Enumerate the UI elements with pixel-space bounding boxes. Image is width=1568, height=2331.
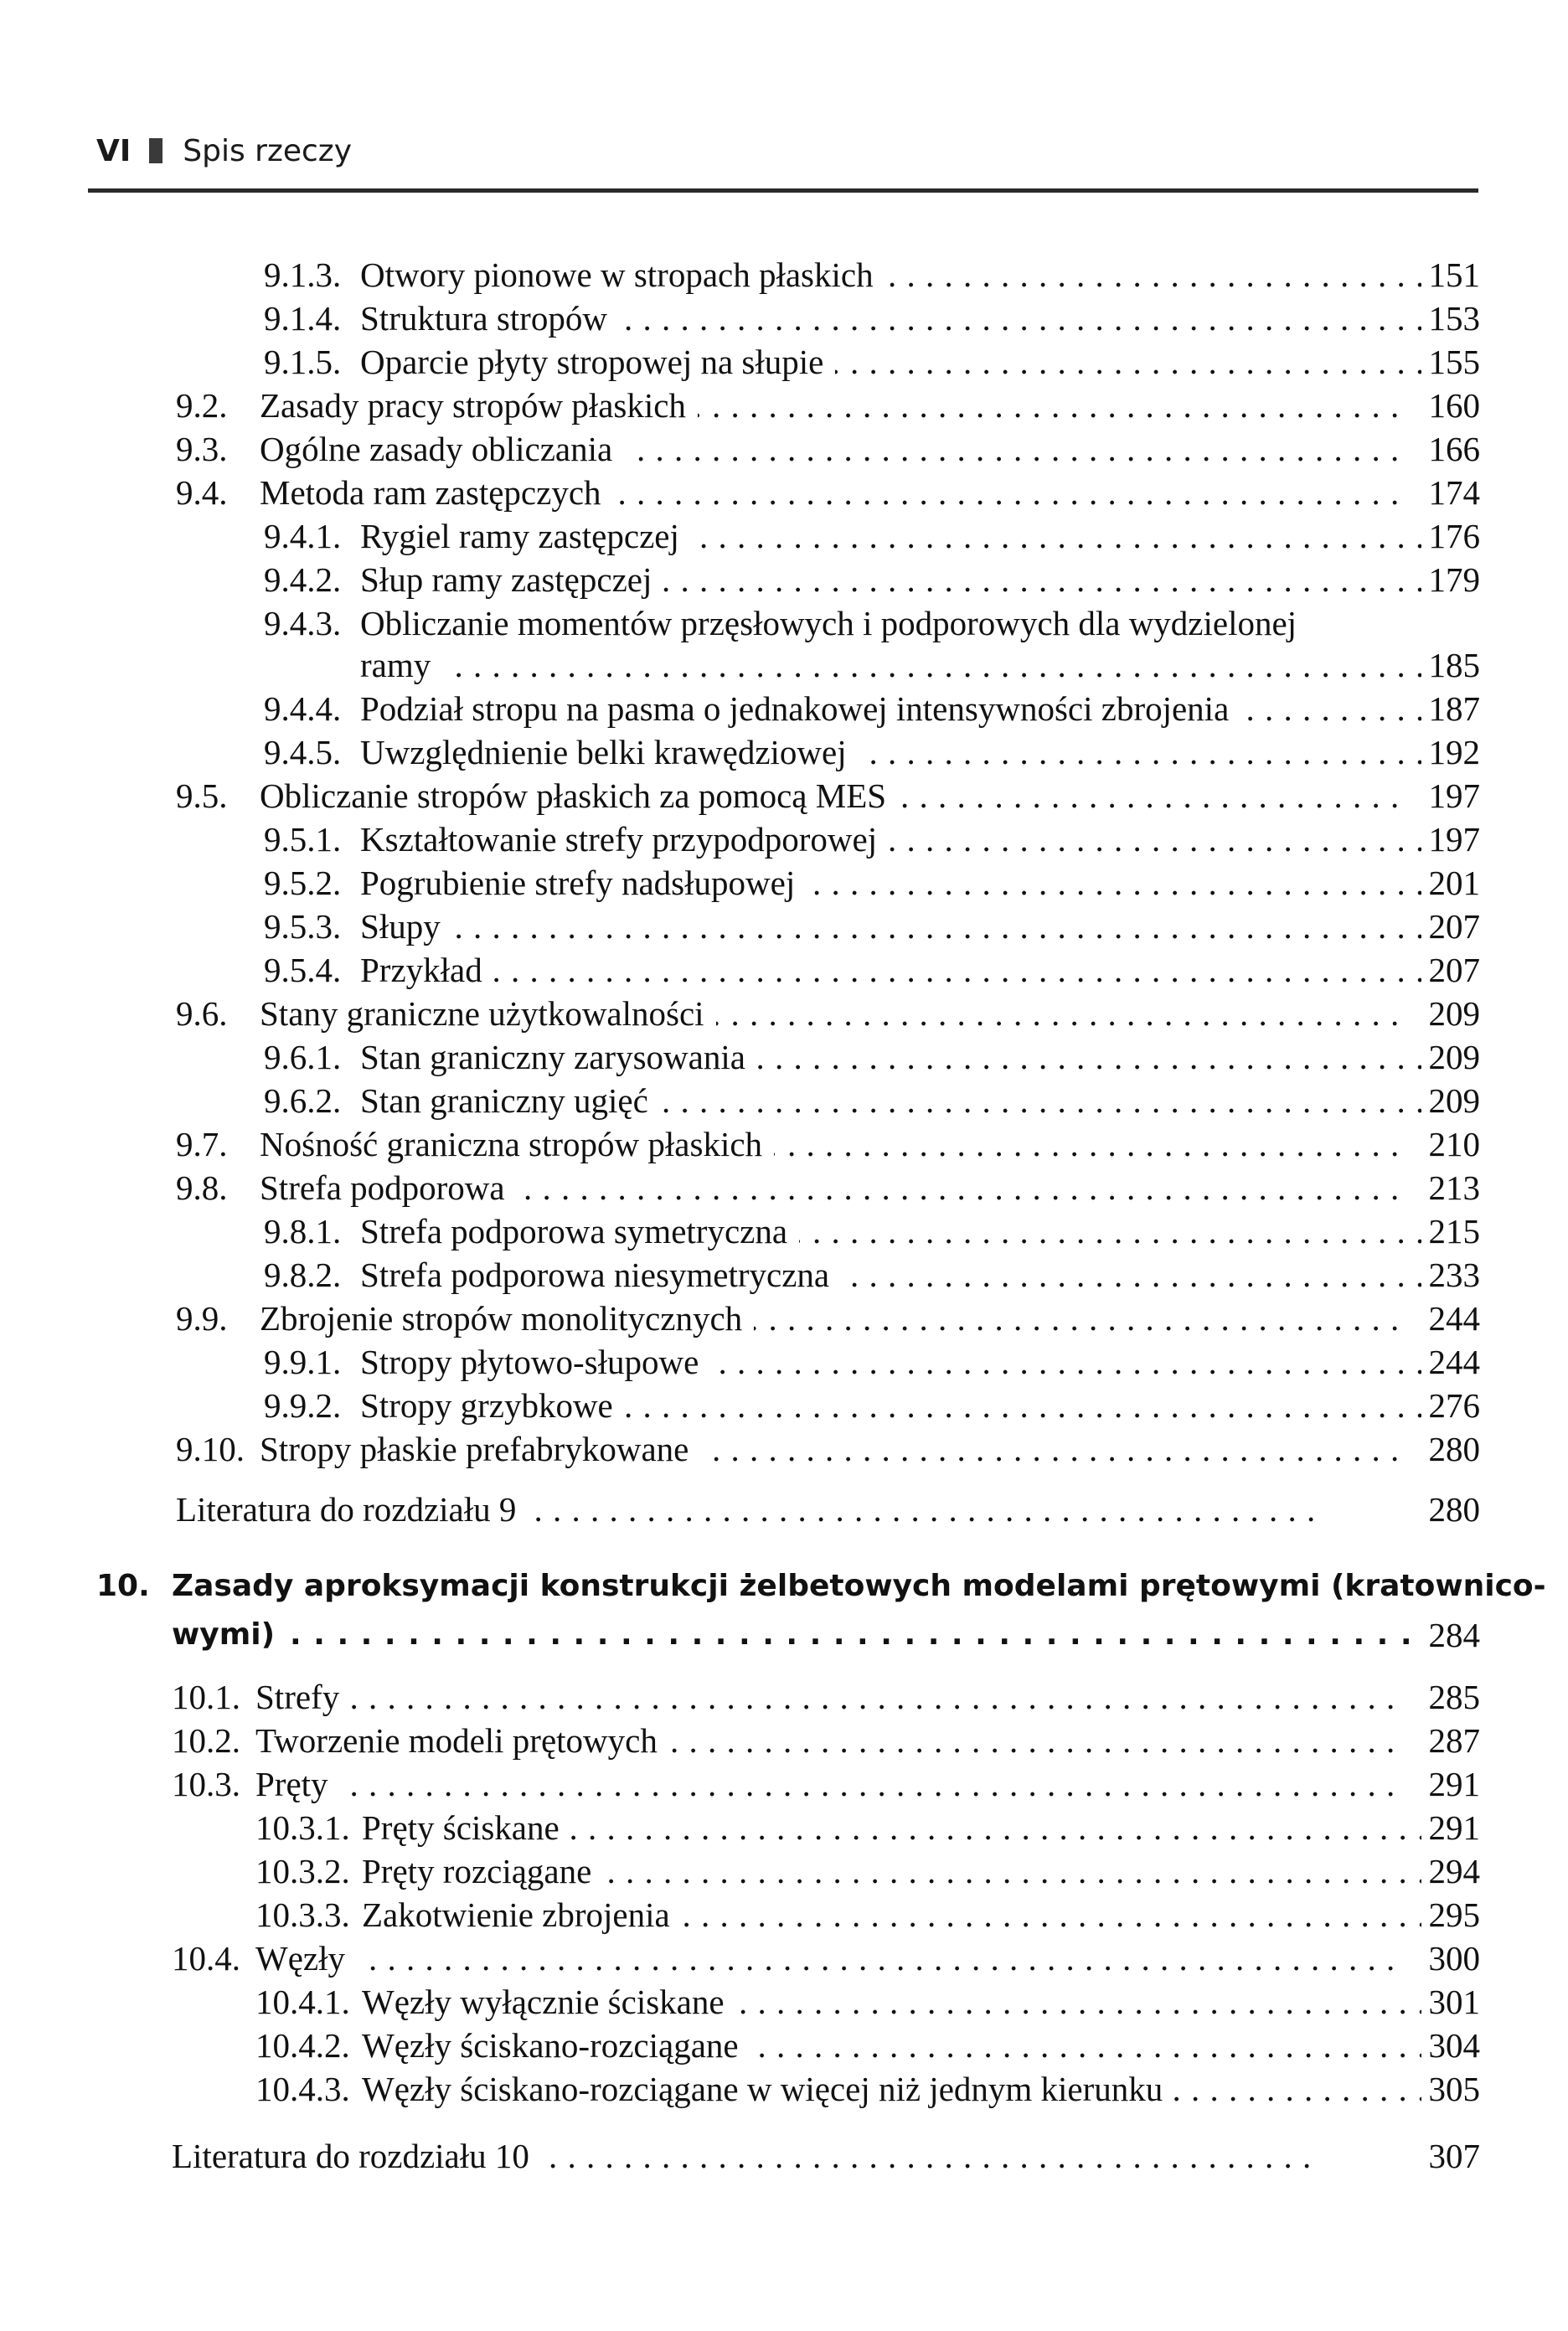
toc-entry-title: Rygiel ramy zastępczej . . — [360, 514, 1421, 558]
toc-entry-title: Stan graniczny zarysowania . . — [360, 1035, 1421, 1079]
toc-entry — [0, 340, 1568, 384]
toc-entry-title: Strefa podporowa niesymetryczna . . — [360, 1253, 1421, 1297]
toc-entry — [0, 601, 1568, 645]
toc-entry-title: Węzły ściskano-rozciągane . . — [362, 2024, 1421, 2067]
toc-entry-title: Kształtowanie strefy przypodporowej . . — [360, 817, 1421, 861]
toc-entry — [0, 774, 1568, 817]
toc-entry-page: 207 — [1428, 951, 1480, 989]
toc-entry-page: 197 — [1428, 820, 1480, 859]
toc-entry-page: 179 — [1428, 560, 1480, 599]
toc-entry-page: 244 — [1428, 1343, 1480, 1381]
toc-entry-number: 9.4.4. — [264, 689, 342, 728]
toc-entry — [0, 1936, 1568, 1980]
toc-entry-title: Strefa podporowa . . — [260, 1166, 1421, 1209]
toc-entry-number: 9.9.2. — [264, 1386, 342, 1425]
toc-entry-number: 9.9. — [176, 1299, 228, 1338]
toc-entry-page: 280 — [1428, 1430, 1480, 1468]
toc-entry-title: Pogrubienie strefy nadsłupowej . . — [360, 861, 1421, 905]
toc-entry-page: 155 — [1428, 343, 1480, 381]
toc-entry-page: 201 — [1428, 864, 1480, 902]
toc-entry — [0, 1253, 1568, 1297]
toc-entry — [0, 1806, 1568, 1849]
chapter-title: Zasady aproksymacji konstrukcji żelbetowych modelami prętowymi (kratownico- — [172, 1569, 1546, 1603]
toc-entry-number: 9.6. — [176, 994, 228, 1033]
toc-entry — [0, 1122, 1568, 1166]
toc-entry — [0, 1166, 1568, 1209]
toc-entry-number: 10.4.3. — [255, 2070, 350, 2108]
toc-entry — [0, 643, 1568, 687]
toc-entry-title: Struktura stropów . . — [360, 297, 1421, 340]
toc-entry-number: 9.4. — [176, 473, 228, 512]
toc-entry — [0, 948, 1568, 992]
toc-entry-page: 276 — [1428, 1386, 1480, 1425]
toc-entry-title: Zasady pracy stropów płaskich . . — [260, 384, 1421, 427]
page-number-roman: VI — [96, 133, 132, 168]
toc-entry-number: 9.5.3. — [264, 907, 342, 946]
toc-entry-page: 174 — [1428, 473, 1480, 512]
toc-entry-page: 301 — [1428, 1983, 1480, 2021]
toc-entry-page: 244 — [1428, 1299, 1480, 1338]
toc-entry — [0, 558, 1568, 601]
toc-entry-title: Literatura do rozdziału 9 . . — [176, 1488, 1421, 1531]
toc-entry-page: 209 — [1428, 1038, 1480, 1076]
toc-entry-page: 210 — [1428, 1125, 1480, 1163]
toc-entry — [0, 427, 1568, 471]
toc-entry-page: 295 — [1428, 1895, 1480, 1934]
toc-entry-page: 280 — [1428, 1490, 1480, 1529]
toc-entry-page: 291 — [1428, 1765, 1480, 1803]
toc-entry-number: 10.3.3. — [255, 1895, 350, 1934]
toc-entry-page: 192 — [1428, 733, 1480, 771]
toc-entry-number: 10.3. — [172, 1765, 240, 1803]
toc-entry-page: 291 — [1428, 1808, 1480, 1847]
toc-entry — [0, 2067, 1568, 2111]
toc-entry-page: 209 — [1428, 994, 1480, 1033]
toc-entry — [0, 1980, 1568, 2024]
toc-entry — [0, 1762, 1568, 1806]
toc-entry-page: 151 — [1428, 255, 1480, 294]
toc-entry — [0, 1209, 1568, 1253]
toc-entry-page: 160 — [1428, 386, 1480, 425]
toc-entry-title: Otwory pionowe w stropach płaskich . . — [360, 253, 1421, 297]
toc-entry-number: 10.3.2. — [255, 1852, 350, 1890]
toc-entry-number: 9.4.3. — [264, 604, 342, 642]
toc-entry — [0, 253, 1568, 297]
toc-entry — [0, 1340, 1568, 1384]
toc-entry-number: 9.4.5. — [264, 733, 342, 771]
chapter-title-continuation: wymi) . . — [172, 1613, 1421, 1657]
toc-entry-page: 294 — [1428, 1852, 1480, 1890]
toc-entry-title: Strefa podporowa symetryczna . . — [360, 1209, 1421, 1253]
chapter-number: 10. — [96, 1569, 150, 1603]
toc-entry-page: 185 — [1428, 646, 1480, 684]
toc-entry-bibliography — [0, 2134, 1568, 2178]
toc-entry-page: 304 — [1428, 2026, 1480, 2065]
toc-entry — [0, 297, 1568, 340]
toc-entry-number: 9.5.4. — [264, 951, 342, 989]
toc-entry-page: 207 — [1428, 907, 1480, 946]
toc-entry-title: ramy . . — [360, 643, 1421, 687]
toc-entry — [0, 817, 1568, 861]
toc-entry-number: 10.2. — [172, 1721, 240, 1760]
toc-entry-title: Literatura do rozdziału 10 . . — [172, 2134, 1421, 2178]
toc-entry — [0, 687, 1568, 730]
toc-entry-number: 9.6.1. — [264, 1038, 342, 1076]
toc-entry — [0, 1079, 1568, 1122]
toc-entry — [0, 1297, 1568, 1340]
toc-entry-number: 9.7. — [176, 1125, 228, 1163]
toc-entry-bibliography — [0, 1488, 1568, 1531]
toc-entry — [0, 1849, 1568, 1893]
toc-entry-number: 9.1.4. — [264, 299, 342, 338]
toc-entry — [0, 2024, 1568, 2067]
toc-entry-number: 9.3. — [176, 430, 228, 468]
toc-entry-page: 284 — [1428, 1616, 1480, 1654]
toc-entry-number: 9.8.2. — [264, 1256, 342, 1294]
toc-entry-number: 10.4.2. — [255, 2026, 350, 2065]
toc-entry — [0, 905, 1568, 948]
toc-entry — [0, 1384, 1568, 1427]
running-title: Spis rzeczy — [183, 133, 353, 168]
toc-entry-title: Uwzględnienie belki krawędziowej . . — [360, 730, 1421, 774]
toc-entry-page: 166 — [1428, 430, 1480, 468]
toc-entry-title: Stany graniczne użytkowalności . . — [260, 992, 1421, 1035]
toc-entry-title: Strefy . . — [255, 1675, 1421, 1719]
toc-entry — [0, 1613, 1568, 1657]
toc-entry-title: Obliczanie momentów przęsłowych i podporowych dla wydzielonej — [360, 601, 1421, 645]
toc-entry-title: Pręty ściskane . . — [362, 1806, 1421, 1849]
toc-entry — [0, 1893, 1568, 1936]
toc-entry-number: 9.1.3. — [264, 255, 342, 294]
toc-entry — [0, 1719, 1568, 1762]
toc-entry-number: 10.1. — [172, 1678, 240, 1716]
toc-entry-title: Przykład . . — [360, 948, 1421, 992]
toc-entry — [0, 514, 1568, 558]
toc-entry-title: Oparcie płyty stropowej na słupie . . — [360, 340, 1421, 384]
toc-entry — [0, 1035, 1568, 1079]
toc-entry-title: Węzły wyłącznie ściskane . . — [362, 1980, 1421, 2024]
toc-entry-number: 9.4.1. — [264, 517, 342, 555]
toc-entry-page: 300 — [1428, 1939, 1480, 1978]
toc-entry-number: 9.5.2. — [264, 864, 342, 902]
toc-entry-title: Pręty rozciągane . . — [362, 1849, 1421, 1893]
toc-entry-title: Nośność graniczna stropów płaskich . . — [260, 1122, 1421, 1166]
toc-entry-number: 9.8. — [176, 1168, 228, 1207]
toc-entry-number: 9.5.1. — [264, 820, 342, 859]
toc-entry-number: 9.5. — [176, 776, 228, 815]
toc-entry-title: Pręty . . — [255, 1762, 1421, 1806]
toc-entry-title: Ogólne zasady obliczania . . — [260, 427, 1421, 471]
toc-entry-page: 213 — [1428, 1168, 1480, 1207]
toc-entry-title: Węzły ściskano-rozciągane w więcej niż jednym kierunku . . — [362, 2067, 1421, 2111]
toc-entry-number: 9.10. — [176, 1430, 245, 1468]
toc-entry-number: 10.3.1. — [255, 1808, 350, 1847]
toc-entry-page: 197 — [1428, 776, 1480, 815]
toc-entry-title: Zbrojenie stropów monolitycznych . . — [260, 1297, 1421, 1340]
toc-entry — [0, 992, 1568, 1035]
toc-entry-title: Słup ramy zastępczej . . — [360, 558, 1421, 601]
toc-entry-title: Węzły . . — [255, 1936, 1421, 1980]
toc-entry-title: Podział stropu na pasma o jednakowej intensywności zbrojenia . . — [360, 687, 1421, 730]
toc-entry-title: Stan graniczny ugięć . . — [360, 1079, 1421, 1122]
toc-entry-number: 9.1.5. — [264, 343, 342, 381]
toc-entry-page: 305 — [1428, 2070, 1480, 2108]
toc-entry-title: Tworzenie modeli prętowych . . — [255, 1719, 1421, 1762]
toc-entry-title: Stropy grzybkowe . . — [360, 1384, 1421, 1427]
toc-entry-title: Metoda ram zastępczych . . — [260, 471, 1421, 514]
toc-entry-page: 215 — [1428, 1212, 1480, 1251]
toc-entry-page: 153 — [1428, 299, 1480, 338]
toc-entry — [0, 1427, 1568, 1471]
toc-entry — [0, 471, 1568, 514]
toc-entry-page: 187 — [1428, 689, 1480, 728]
toc-entry-number: 9.4.2. — [264, 560, 342, 599]
toc-entry-title: Obliczanie stropów płaskich za pomocą MES . . — [260, 774, 1421, 817]
toc-entry-number: 9.2. — [176, 386, 228, 425]
toc-entry-page: 209 — [1428, 1081, 1480, 1120]
toc-entry-number: 10.4.1. — [255, 1983, 350, 2021]
toc-entry — [0, 861, 1568, 905]
toc-entry-page: 233 — [1428, 1256, 1480, 1294]
toc-entry-number: 9.6.2. — [264, 1081, 342, 1120]
toc-entry-page: 307 — [1428, 2137, 1480, 2175]
toc-entry — [0, 730, 1568, 774]
toc-entry-number: 9.9.1. — [264, 1343, 342, 1381]
toc-entry-number: 10.4. — [172, 1939, 240, 1978]
toc-entry — [0, 384, 1568, 427]
toc-entry-page: 287 — [1428, 1721, 1480, 1760]
toc-entry-title: Stropy płaskie prefabrykowane . . — [260, 1427, 1421, 1471]
toc-entry-page: 176 — [1428, 517, 1480, 555]
toc-entry-title: Słupy . . — [360, 905, 1421, 948]
toc-entry-title: Zakotwienie zbrojenia . . — [362, 1893, 1421, 1936]
toc-entry — [0, 1675, 1568, 1719]
toc-entry-page: 285 — [1428, 1678, 1480, 1716]
toc-entry-number: 9.8.1. — [264, 1212, 342, 1251]
toc-entry-title: Stropy płytowo-słupowe . . — [360, 1340, 1421, 1384]
